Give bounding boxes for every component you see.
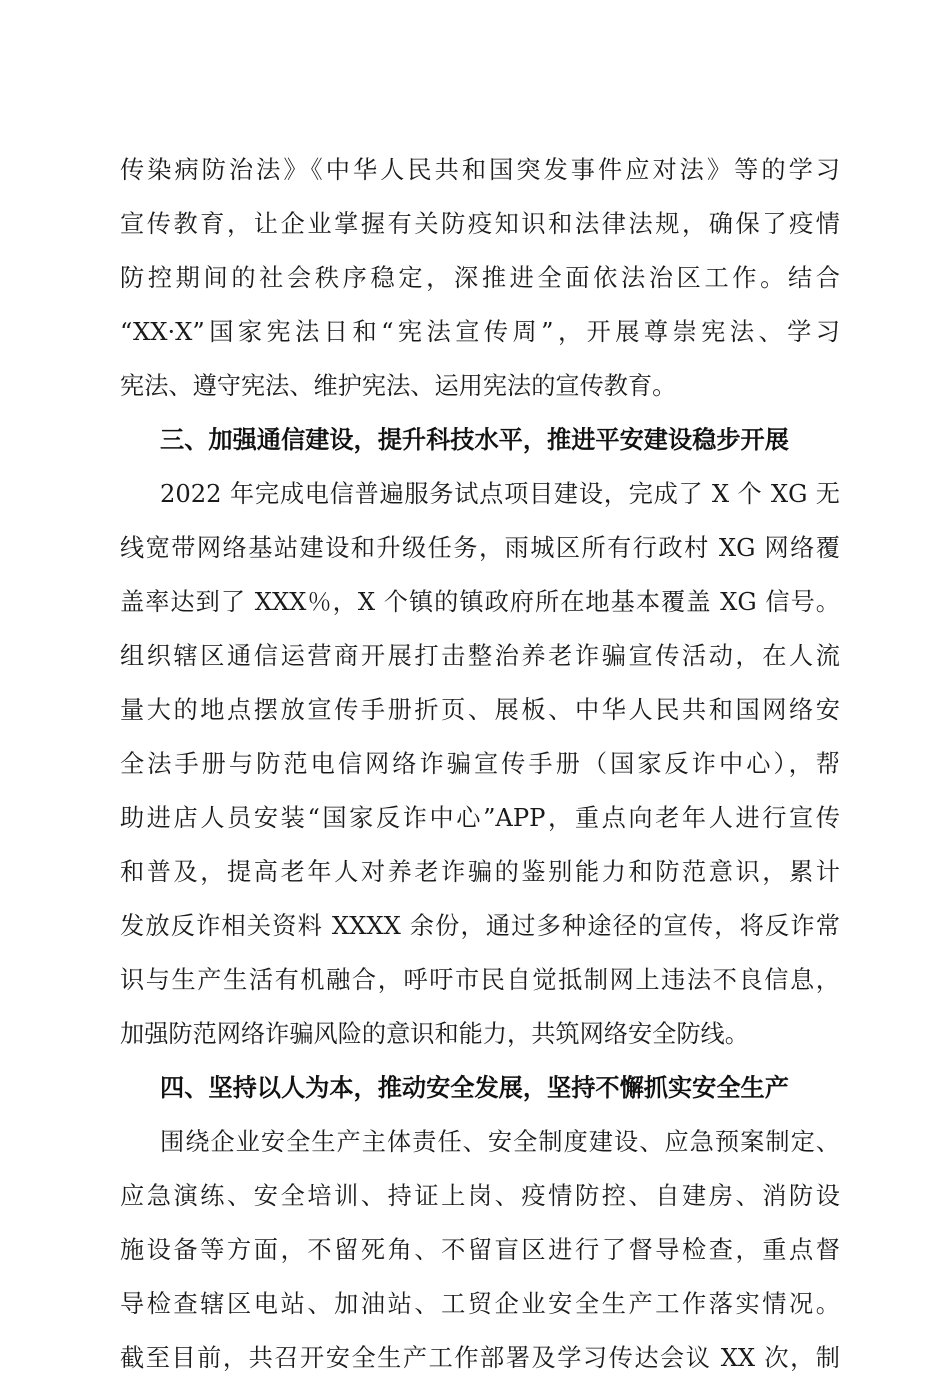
text-line: 加强防范网络诈骗风险的意识和能力，共筑网络安全防线。 [120,1020,749,1048]
text-line: 施设备等方面，不留死角、不留盲区进行了督导检查，重点督 [120,1236,840,1264]
text-line: 全法手册与防范电信网络诈骗宣传手册（国家反诈中心），帮 [120,750,840,778]
text-line: 传染病防治法》《中华人民共和国突发事件应对法》等的学习 [120,156,840,184]
text-line: 线宽带网络基站建设和升级任务，雨城区所有行政村 XG 网络覆 [120,534,840,562]
paragraph-first-line: 2022 年完成电信普遍服务试点项目建设，完成了 X 个 XG 无 [160,480,840,508]
text-line: 宣传教育，让企业掌握有关防疫知识和法律法规，确保了疫情 [120,210,840,238]
text-line: 量大的地点摆放宣传手册折页、展板、中华人民共和国网络安 [120,696,840,724]
section-heading: 三、加强通信建设，提升科技水平，推进平安建设稳步开展 [160,425,789,454]
text-line: 发放反诈相关资料 XXXX 余份，通过多种途径的宣传，将反诈常 [120,912,840,940]
text-line: 应急演练、安全培训、持证上岗、疫情防控、自建房、消防设 [120,1182,840,1210]
text-line: 宪法、遵守宪法、维护宪法、运用宪法的宣传教育。 [120,372,677,400]
paragraph-first-line: 围绕企业安全生产主体责任、安全制度建设、应急预案制定、 [160,1128,840,1156]
text-line: 组织辖区通信运营商开展打击整治养老诈骗宣传活动，在人流 [120,642,840,670]
text-line: “XX·X”国家宪法日和“宪法宣传周”，开展尊崇宪法、学习 [120,318,840,346]
text-line: 和普及，提高老年人对养老诈骗的鉴别能力和防范意识，累计 [120,858,840,886]
text-line: 盖率达到了 XXX％，X 个镇的镇政府所在地基本覆盖 XG 信号。 [120,588,840,616]
section-heading: 四、坚持以人为本，推动安全发展，坚持不懈抓实安全生产 [160,1073,789,1102]
text-line: 截至目前，共召开安全生产工作部署及学习传达会议 XX 次，制 [120,1344,840,1372]
text-line: 防控期间的社会秩序稳定，深推进全面依法治区工作。结合 [120,264,840,292]
document-body [120,143,840,1385]
text-line: 识与生产生活有机融合，呼吁市民自觉抵制网上违法不良信息， [120,966,840,994]
text-line: 导检查辖区电站、加油站、工贸企业安全生产工作落实情况。 [120,1290,840,1318]
text-line: 助进店人员安装“国家反诈中心”APP，重点向老年人进行宣传 [120,804,840,832]
